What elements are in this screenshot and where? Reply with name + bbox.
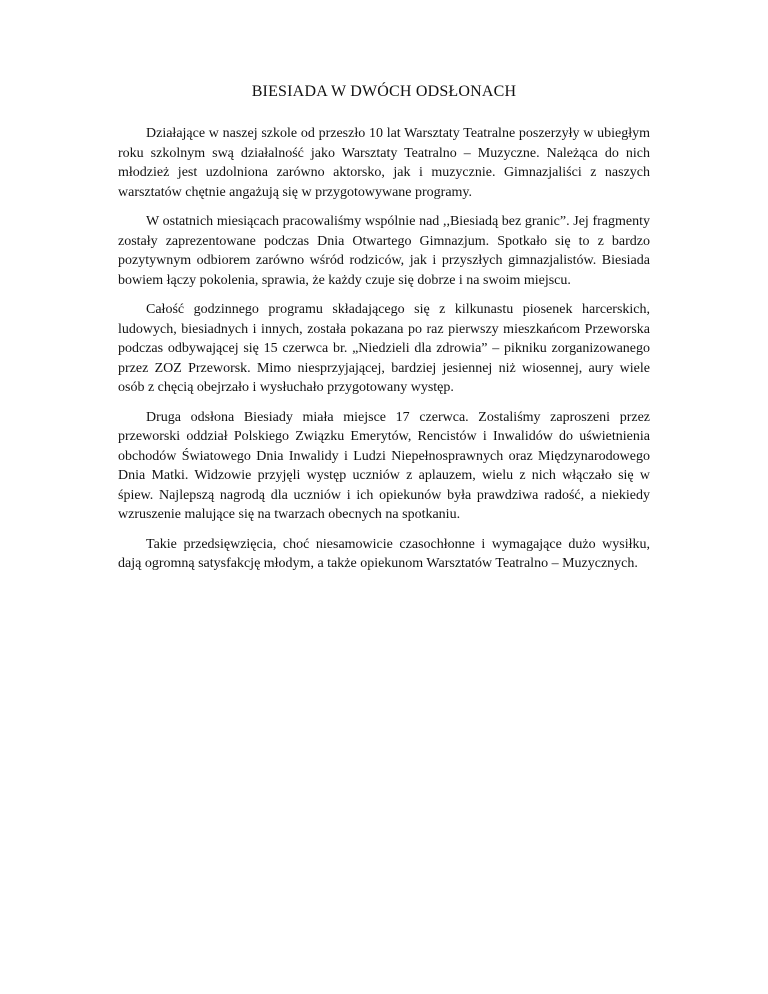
paragraph-4: Druga odsłona Biesiady miała miejsce 17 czerwca. Zostaliśmy zaproszeni przez przeworski oddział Polskiego Związku Emerytów, Rencistów i Inwalidów do uświetnienia obchodów Światowego Dnia Inwalidy i Ludzi Niepełnosprawnych oraz Międzynarodowego Dnia Matki. Widzowie przyjęli występ uczniów z aplauzem, wielu z nich włączało się w śpiew. Najlepszą nagrodą dla uczniów i ich opiekunów była prawdziwa radość, a niekiedy wzruszenie malujące się na twarzach obecnych na spotkaniu. bbox=[118, 409, 650, 522]
document-title: BIESIADA W DWÓCH ODSŁONACH bbox=[251, 83, 517, 100]
paragraph-2: W ostatnich miesiącach pracowaliśmy wspólnie nad ,,Biesiadą bez granic”. Jej fragmenty zostały zaprezentowane podczas Dnia Otwartego Gimnazjum. Spotkało się to z bardzo pozytywnym odbiorem zarówno wśród rodziców, jak i przyszłych gimnazjalistów. Biesiada bowiem łączy pokolenia, sprawia, że każdy czuje się dobrze i na swoim miejscu. bbox=[118, 214, 650, 288]
paragraph-5: Takie przedsięwzięcia, choć niesamowicie czasochłonne i wymagające dużo wysiłku, dają ogromną satysfakcję młodym, a także opiekunom Warsztatów Teatralno – Muzycznych. bbox=[118, 536, 650, 571]
paragraph-1: Działające w naszej szkole od przeszło 10 lat Warsztaty Teatralne poszerzyły w ubiegłym roku szkolnym swą działalność jako Warsztaty Teatralno – Muzyczne. Należąca do nich młodzież jest uzdolniona zarówno aktorsko, jak i muzycznie. Gimnazjaliści z naszych warsztatów chętnie angażują się w przygotowywane programy. bbox=[118, 126, 650, 200]
paragraph-3: Całość godzinnego programu składającego się z kilkunastu piosenek harcerskich, ludowych, biesiadnych i innych, została pokazana po raz pierwszy mieszkańcom Przeworska podczas odbywającej się 15 czerwca br. „Niedzieli dla zdrowia” – pikniku zorganizowanego przez ZOZ Przeworsk. Mimo niesprzyjającej, bardziej jesiennej niż wiosennej, aury wiele osób z chęcią obejrzało i wysłuchało przygotowany występ. bbox=[118, 302, 650, 395]
document-body bbox=[118, 124, 650, 584]
